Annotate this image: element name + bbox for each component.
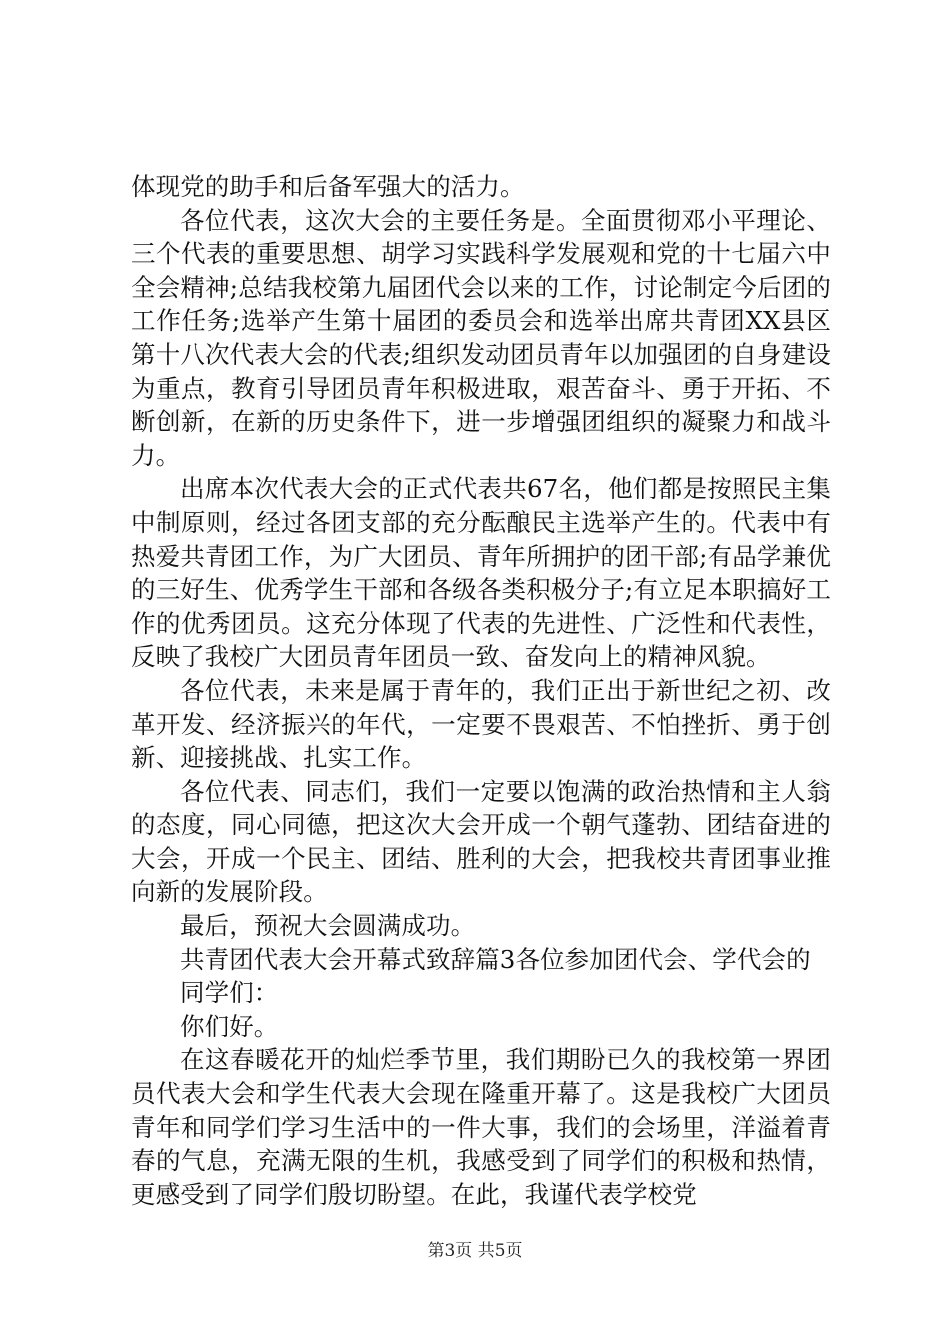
page-number-label: 第3页 共5页 [427,1241,523,1261]
paragraph-3: 出席本次代表大会的正式代表共67名，他们都是按照民主集中制原则，经过各团支部的充分酝酿民主选举产生的。代表中有热爱共青团工作，为广大团员、青年所拥护的团干部;有品学兼优的三好生、优秀学生干部和各级各类积极分子;有立足本职搞好工作的优秀团员。这充分体现了代表的先进性、广泛性和代表性，反映了我校广大团员青年团员一致、奋发向上的精神风貌。 [131,474,831,672]
document-body [131,170,831,1211]
paragraph-9: 你们好。 [180,1011,279,1041]
paragraph-6: 最后，预祝大会圆满成功。 [180,911,476,941]
paragraph-7: 共青团代表大会开幕式致辞篇3各位参加团代会、学代会的 [180,944,811,974]
page-footer [0,1240,950,1262]
paragraph-1: 体现党的助手和后备军强大的活力。 [131,172,525,201]
paragraph-2: 各位代表，这次大会的主要任务是。全面贯彻邓小平理论、三个代表的重要思想、胡学习实践科学发展观和党的十七届六中全会精神;总结我校第九届团代会以来的工作，讨论制定今后团的工作任务;选举产生第十届团的委员会和选举出席共青团XX县区第十八次代表大会的代表;组织发动团员青年以加强团的自身建设为重点，教育引导团员青年积极进取，艰苦奋斗、勇于开拓、不断创新，在新的历史条件下，进一步增强团组织的凝聚力和战斗力。 [131,205,831,470]
paragraph-5: 各位代表、同志们，我们一定要以饱满的政治热情和主人翁的态度，同心同德，把这次大会开成一个朝气蓬勃、团结奋进的大会，开成一个民主、团结、胜利的大会，把我校共青团事业推向新的发展阶段。 [131,776,831,907]
paragraph-8: 同学们： [180,978,279,1008]
paragraph-10: 在这春暖花开的灿烂季节里，我们期盼已久的我校第一界团员代表大会和学生代表大会现在隆重开幕了。这是我校广大团员青年和同学们学习生活中的一件大事，我们的会场里，洋溢着青春的气息，充满无限的生机，我感受到了同学们的积极和热情，更感受到了同学们殷切盼望。在此，我谨代表学校党 [131,1045,831,1209]
paragraph-4: 各位代表，未来是属于青年的，我们正出于新世纪之初、改革开发、经济振兴的年代，一定要不畏艰苦、不怕挫折、勇于创新、迎接挑战、扎实工作。 [131,675,831,773]
